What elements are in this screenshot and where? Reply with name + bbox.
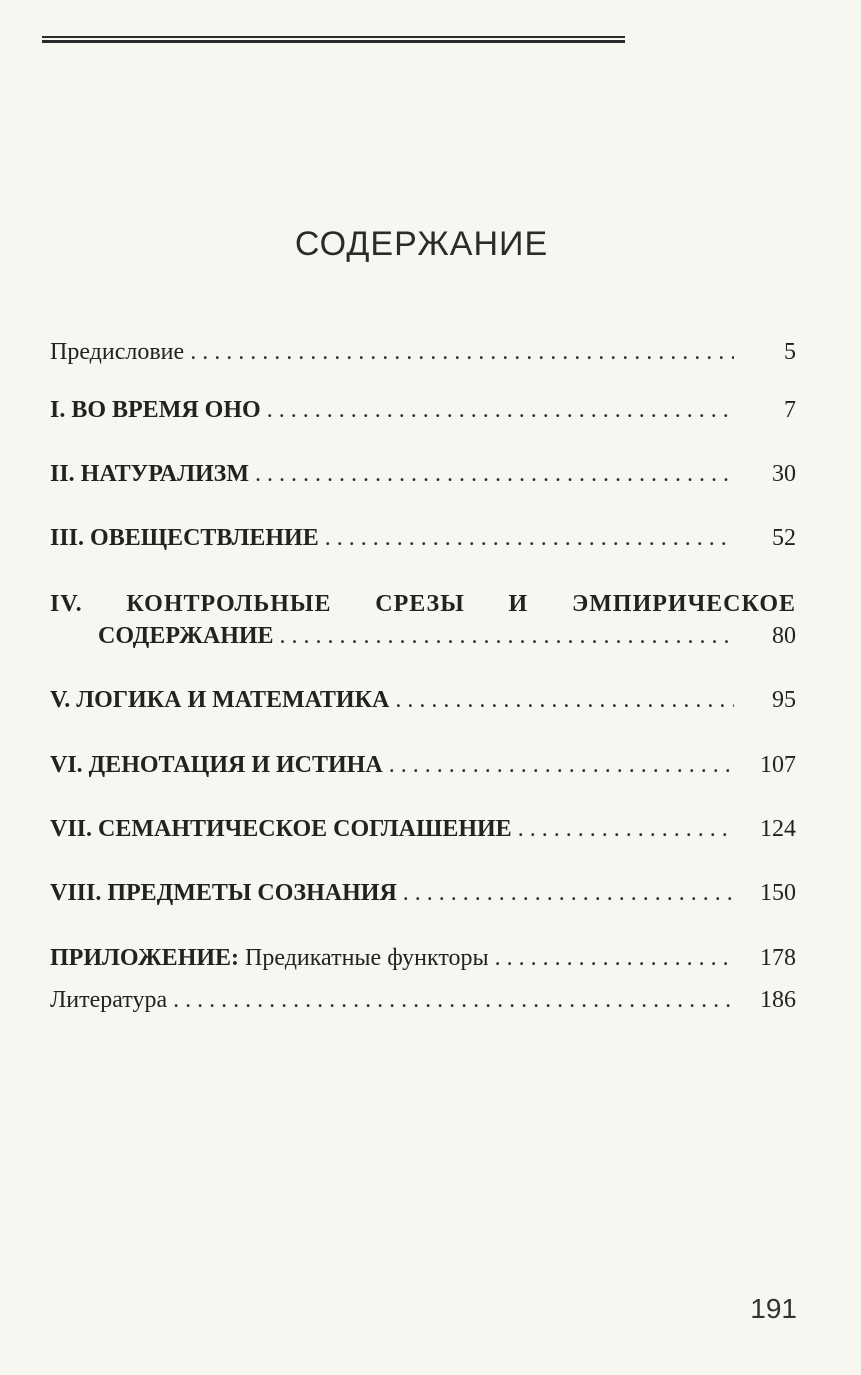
dot-leader xyxy=(267,396,734,424)
toc-entry-page: 178 xyxy=(760,945,796,971)
dot-leader xyxy=(190,338,734,366)
toc-entry-label: VIII. ПРЕДМЕТЫ СОЗНАНИЯ xyxy=(50,880,397,906)
toc-entry-chapter-3 xyxy=(50,524,796,552)
toc-entry-chapter-5 xyxy=(50,686,796,714)
dot-leader xyxy=(255,460,734,488)
page-number: 191 xyxy=(750,1293,797,1324)
toc-entry-chapter-8 xyxy=(50,879,796,907)
toc-entry-page: 5 xyxy=(784,339,796,365)
toc-entry-page: 52 xyxy=(772,525,796,551)
appendix-title: Предикатные функторы xyxy=(245,945,489,971)
toc-entry-preface xyxy=(50,338,796,366)
toc-entry-page: 150 xyxy=(760,880,796,906)
toc-entry-label: VI. ДЕНОТАЦИЯ И ИСТИНА xyxy=(50,752,383,778)
toc-entry-label xyxy=(50,944,489,972)
toc-entry-label: I. ВО ВРЕМЯ ОНО xyxy=(50,397,261,423)
toc-entry-chapter-1 xyxy=(50,396,796,424)
toc-entry-page: 186 xyxy=(760,987,796,1013)
dot-leader xyxy=(403,879,734,907)
dot-leader xyxy=(518,815,734,843)
toc-entry-label: VII. СЕМАНТИЧЕСКОЕ СОГЛАШЕНИЕ xyxy=(50,816,512,842)
toc-entry-page: 30 xyxy=(772,461,796,487)
toc-entry-label: Литература xyxy=(50,987,168,1013)
appendix-prefix: ПРИЛОЖЕНИЕ: xyxy=(50,945,240,971)
dot-leader xyxy=(395,686,734,714)
toc-entry-page: 80 xyxy=(772,623,796,649)
toc-entry-page: 107 xyxy=(760,752,796,778)
toc-entry-appendix xyxy=(50,944,796,972)
toc-entry-label: Предисловие xyxy=(50,339,185,365)
toc-entry-chapter-4-line1: IV. КОНТРОЛЬНЫЕ СРЕЗЫ И ЭМПИРИЧЕСКОЕ xyxy=(50,591,796,617)
toc-entry-label: СОДЕРЖАНИЕ xyxy=(98,623,274,649)
dot-leader xyxy=(389,751,734,779)
dot-leader xyxy=(280,622,734,650)
dot-leader xyxy=(173,986,734,1014)
page-title: СОДЕРЖАНИЕ xyxy=(294,225,549,263)
toc-entry-chapter-2 xyxy=(50,460,796,488)
toc-entry-page: 124 xyxy=(760,816,796,842)
toc-entry-chapter-4 xyxy=(98,622,796,650)
dot-leader xyxy=(325,524,734,552)
toc-entry-label: V. ЛОГИКА И МАТЕМАТИКА xyxy=(50,687,390,713)
toc-entry-label: III. ОВЕЩЕСТВЛЕНИЕ xyxy=(50,525,319,551)
toc-entry-page: 7 xyxy=(784,397,796,423)
dot-leader xyxy=(495,944,734,972)
toc-entry-chapter-7 xyxy=(50,815,796,843)
toc-entry-bibliography xyxy=(50,986,796,1014)
toc-entry-chapter-6 xyxy=(50,751,796,779)
toc-entry-page: 95 xyxy=(772,687,796,713)
toc-entry-label: II. НАТУРАЛИЗМ xyxy=(50,461,249,487)
